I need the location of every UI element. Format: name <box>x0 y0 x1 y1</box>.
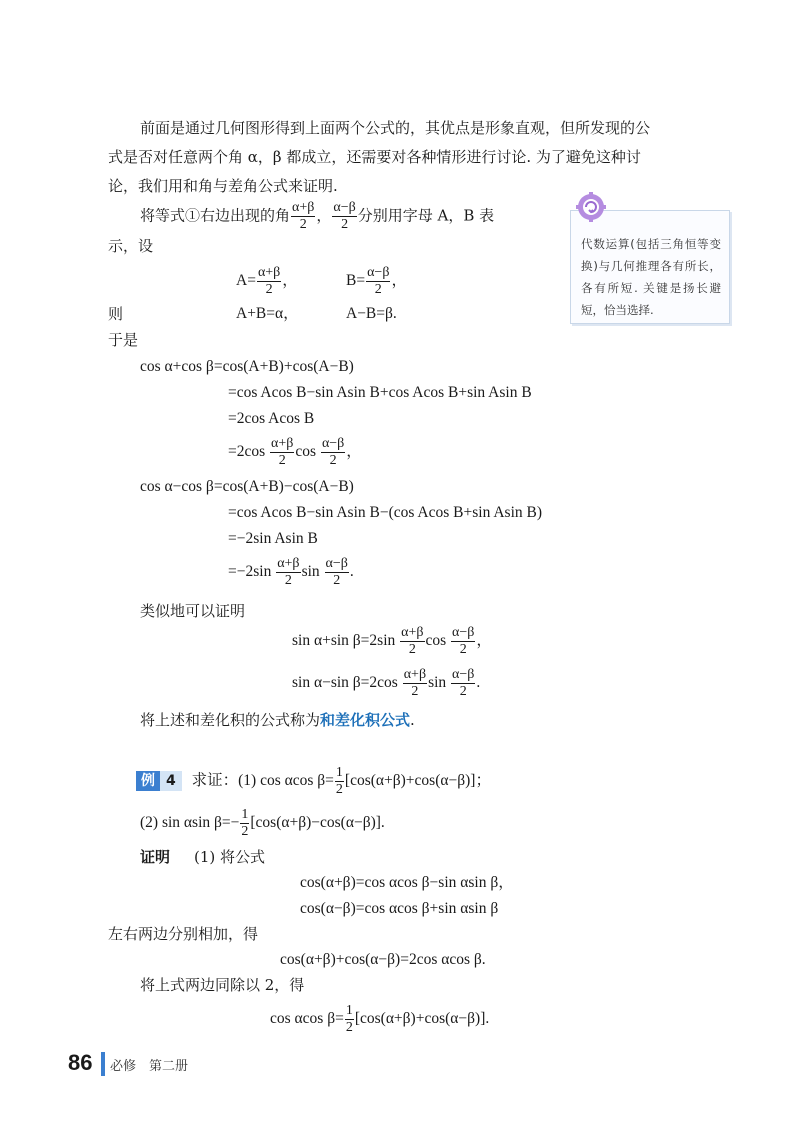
para1-line3: 论，我们用和角与差角公式来证明. <box>108 177 338 195</box>
example-4: 例 4 求证：(1) cos αcos β= $\frac{1}{2}$ [cos(α+β)+cos(α−β)]； <box>136 765 491 798</box>
def-sum: A+B=α， <box>236 305 299 322</box>
proof1-line1: cos α+cos β=cos(A+B)+cos(A−B) <box>140 358 354 375</box>
para2-line2: 示，设 <box>108 237 154 255</box>
proof2-line1: cos α−cos β=cos(A+B)−cos(A−B) <box>140 478 354 495</box>
para2-line1: 将等式①右边出现的角 $\frac{\alpha+\beta}{2}$ ， $\frac{\alpha-\beta}{2}$ 分别用字母 A，B 表 <box>140 200 495 232</box>
so-label: 于是 <box>108 331 139 349</box>
proof-ex-line1: 证明 (1) 将公式 <box>140 848 266 866</box>
proof1-line4: =2cos $\frac{\alpha+\beta}{2}$ cos $\frac{\alpha-\beta}{2}$ ， <box>228 436 362 468</box>
def-diff: A−B=β. <box>346 305 397 322</box>
proof-ex-eq4: cos αcos β= $\frac{1}{2}$ [cos(α+β)+cos(α−β)]. <box>270 1003 490 1035</box>
para1-line2: 式是否对任意两个角 α，β 都成立，还需要对各种情形进行讨论. 为了避免这种讨 <box>108 148 641 166</box>
conclusion: 将上述和差化积的公式称为和差化积公式. <box>140 711 415 729</box>
proof2-line2: =cos Acos B−sin Asin B−(cos Acos B+sin Asin B) <box>228 504 542 521</box>
book-title: 必修 第二册 <box>110 1059 189 1074</box>
example-number: 4 <box>160 771 182 791</box>
proof-ex-eq2: cos(α−β)=cos αcos β+sin αsin β <box>300 900 499 917</box>
def-b: B= $\frac{\alpha-\beta}{2}$ ， <box>346 265 407 297</box>
def-a: A= $\frac{\alpha+\beta}{2}$ ， <box>236 265 298 297</box>
para1-line1: 前面是通过几何图形得到上面两个公式的，其优点是形象直观，但所发现的公 <box>140 119 651 137</box>
proof-ex-eq1: cos(α+β)=cos αcos β−sin αsin β， <box>300 874 514 891</box>
sidebar-note-text: 代数运算(包括三角恒等变换)与几何推理各有所长，各有所短. 关键是扬长避短，恰当选择. <box>581 237 721 317</box>
proof-ex-div: 将上式两边同除以 2，得 <box>140 976 305 994</box>
footer-divider <box>101 1052 105 1076</box>
proof1-line2: =cos Acos B−sin Asin B+cos Acos B+sin Asin B <box>228 384 532 401</box>
gear-icon <box>576 192 606 222</box>
similar-formula-2: sin α−sin β=2cos $\frac{\alpha+\beta}{2}$ sin $\frac{\alpha-\beta}{2}$ . <box>292 667 481 699</box>
page-number: 86 <box>68 1050 93 1075</box>
key-term: 和差化积公式 <box>320 711 411 729</box>
example-label: 例 <box>136 771 160 791</box>
proof2-line4: =−2sin $\frac{\alpha+\beta}{2}$ sin $\frac{\alpha-\beta}{2}$ . <box>228 556 354 588</box>
then-label: 则 <box>108 305 124 323</box>
similar-label: 类似地可以证明 <box>140 602 246 620</box>
proof1-line3: =2cos Acos B <box>228 410 315 427</box>
example-4-part2: (2) sin αsin β=− $\frac{1}{2}$ [cos(α+β)−cos(α−β)]. <box>140 807 385 839</box>
sidebar-note <box>570 210 730 324</box>
similar-formula-1: sin α+sin β=2sin $\frac{\alpha+\beta}{2}$ cos $\frac{\alpha-\beta}{2}$ ， <box>292 625 492 657</box>
proof-ex-add: 左右两边分别相加，得 <box>108 925 259 943</box>
proof-ex-eq3: cos(α+β)+cos(α−β)=2cos αcos β. <box>280 951 486 968</box>
proof2-line3: =−2sin Asin B <box>228 530 318 547</box>
